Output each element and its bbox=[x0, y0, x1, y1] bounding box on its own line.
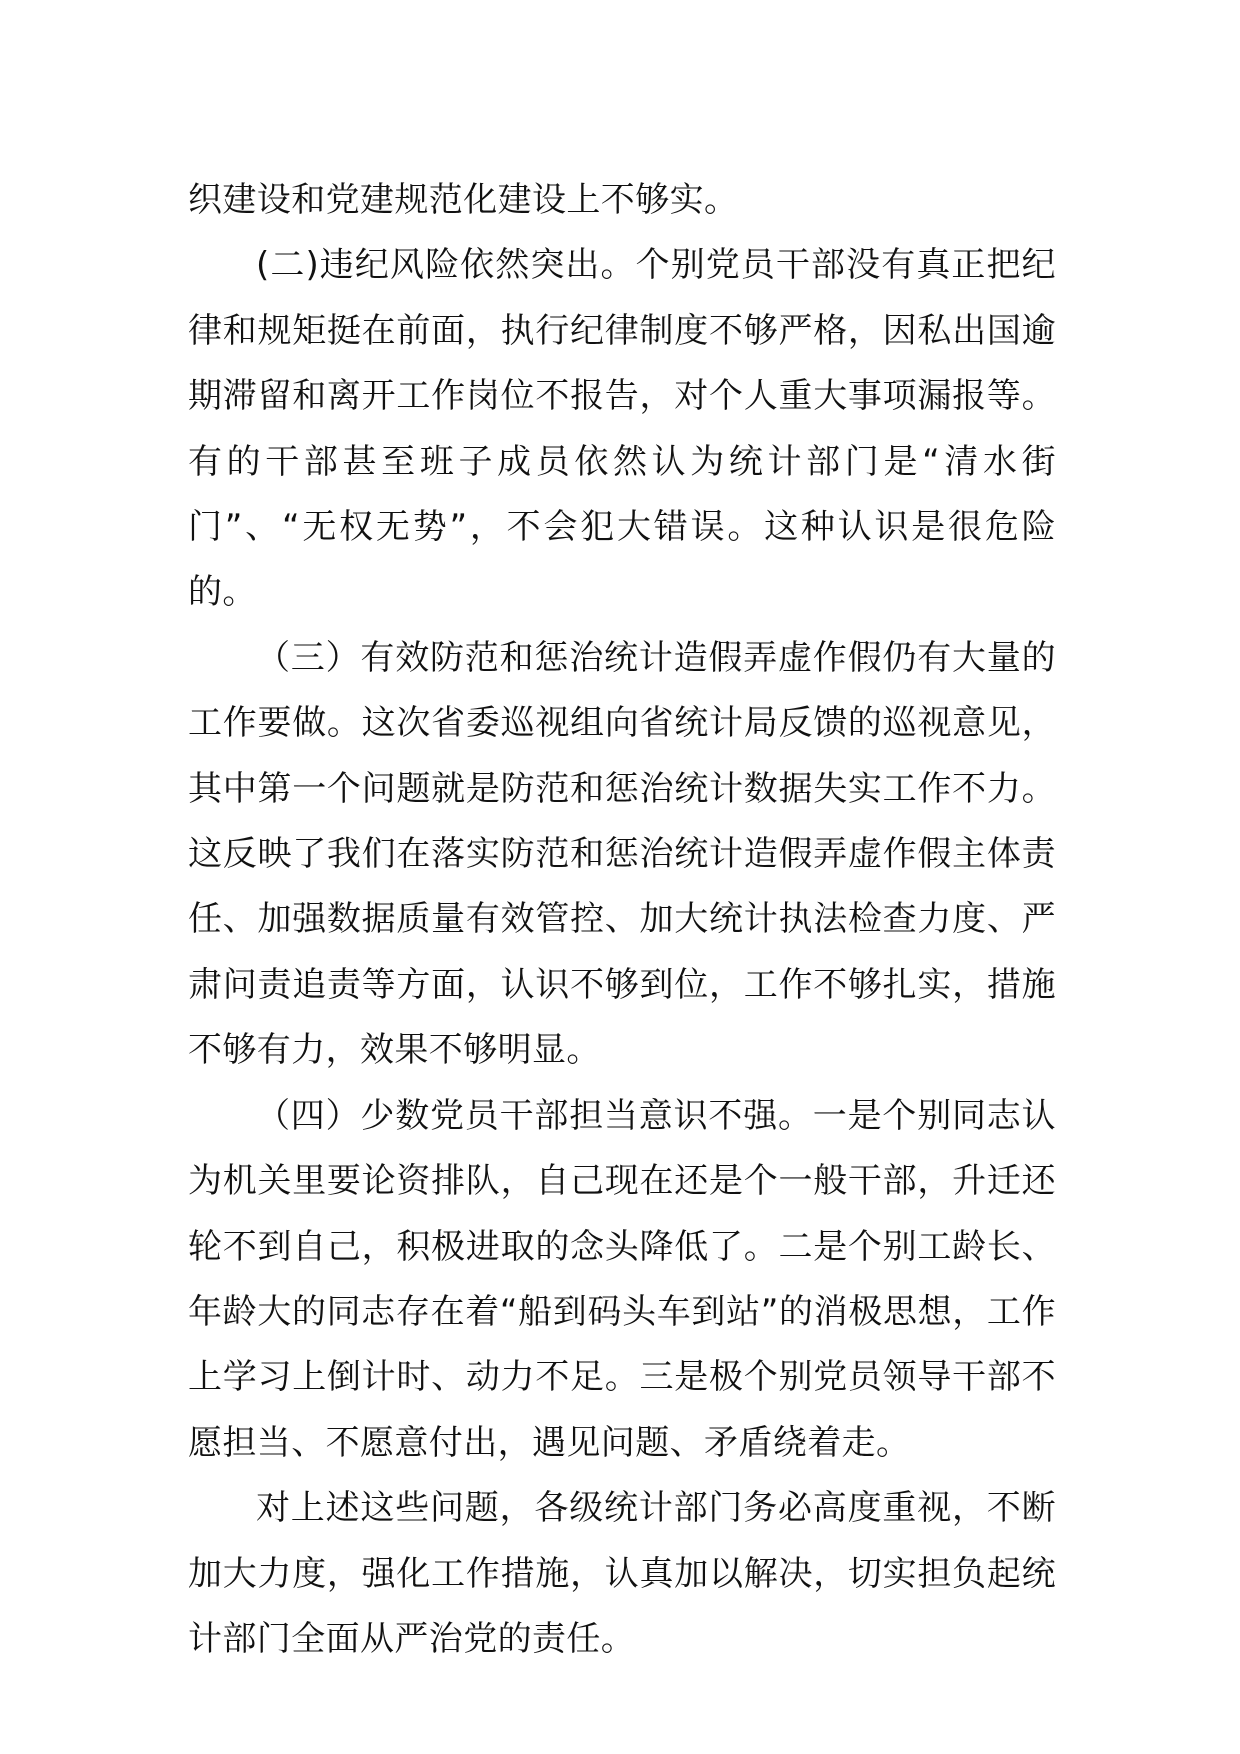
document-body bbox=[188, 168, 1056, 1672]
paragraph-section-two: (二)违纪风险依然突出。个别党员干部没有真正把纪律和规矩挺在前面，执行纪律制度不够严格，因私出国逾期滞留和离开工作岗位不报告，对个人重大事项漏报等。有的干部甚至班子成员依然认为统计部门是“清水街门”、“无权无势”，不会犯大错误。这种认识是很危险的。 bbox=[188, 245, 1056, 613]
paragraph-section-four: （四）少数党员干部担当意识不强。一是个别同志认为机关里要论资排队，自己现在还是个一般干部，升迁还轮不到自己，积极进取的念头降低了。二是个别工龄长、年龄大的同志存在着“船到码头车到站”的消极思想，工作上学习上倒计时、动力不足。三是极个别党员领导干部不愿担当、不愿意付出，遇见问题、矛盾绕着走。 bbox=[188, 1095, 1056, 1463]
paragraph-conclusion: 对上述这些问题，各级统计部门务必高度重视，不断加大力度，强化工作措施，认真加以解决，切实担负起统计部门全面从严治党的责任。 bbox=[188, 1488, 1056, 1659]
paragraph-section-three: （三）有效防范和惩治统计造假弄虚作假仍有大量的工作要做。这次省委巡视组向省统计局反馈的巡视意见，其中第一个问题就是防范和惩治统计数据失实工作不力。这反映了我们在落实防范和惩治统计造假弄虚作假主体责任、加强数据质量有效管控、加大统计执法检查力度、严肃问责追责等方面，认识不够到位，工作不够扎实，措施不够有力，效果不够明显。 bbox=[188, 637, 1056, 1071]
paragraph-continuation: 织建设和党建规范化建设上不够实。 bbox=[188, 180, 739, 220]
